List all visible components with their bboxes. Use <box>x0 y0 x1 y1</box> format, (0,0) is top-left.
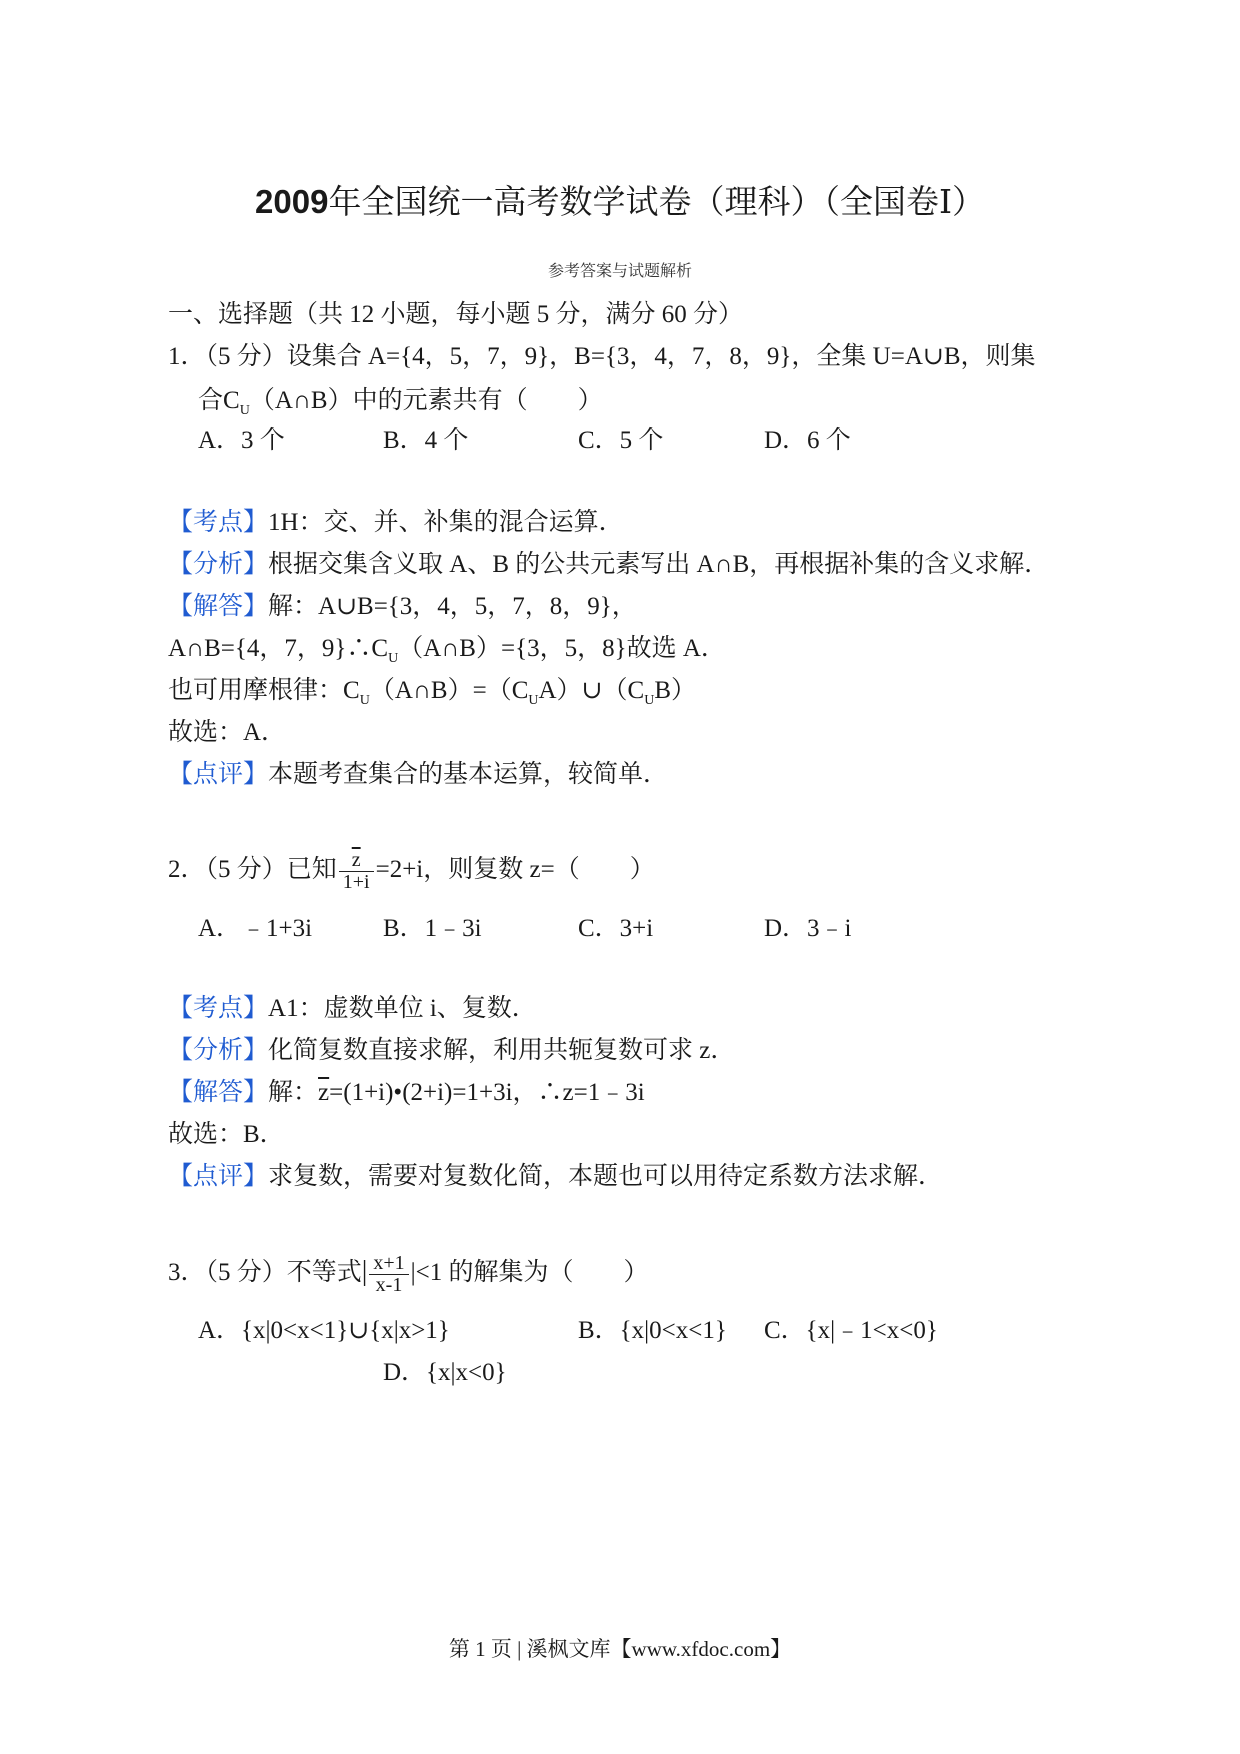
q1-option-c: C．5 个 <box>578 427 664 454</box>
q2-jieda: 【解答】解：$\overline{z}=(1+i)•(2+i)=1+3i$，∴z=1﹣3i <box>168 1079 645 1106</box>
q1-stem-line2: 合$C_U(A\cap B)$中的元素共有（ ） <box>198 387 603 418</box>
q1-option-b: B．4 个 <box>383 427 469 454</box>
q2-jieda-line2: 故选：B． <box>168 1121 285 1148</box>
page-footer: 第 1 页 | 溪枫文库【www.xfdoc.com】 <box>448 1637 792 1661</box>
q2-option-a: A．﹣1+3i <box>198 915 313 942</box>
q1-stem-line1: 1．（5 分）设集合 A={4，5，7，9}，B={3，4，7，8，9}，全集 U=A∪B，则集 <box>168 343 1036 370</box>
kaodian-tag: 【考点】 <box>168 509 269 536</box>
q3-option-a: A．{x|0<x<1}∪{x|x>1} <box>198 1317 450 1344</box>
q1-kaodian: 【考点】1H：交、并、补集的混合运算． <box>168 509 624 536</box>
jieda-tag: 【解答】 <box>168 593 269 620</box>
section-title: 一、选择题（共 12 小题，每小题 5 分，满分 60 分） <box>168 301 744 328</box>
q1-dianping: 【点评】本题考查集合的基本运算，较简单． <box>168 761 669 788</box>
title-text: 年全国统一高考数学试卷（理科）（全国卷Ⅰ） <box>328 185 985 221</box>
q1-option-a: A．3 个 <box>198 427 285 454</box>
q3-fraction: $\frac{x+1}{x-1}$ <box>369 1253 408 1296</box>
q3-option-b: B．{x|0<x<1} <box>578 1317 727 1344</box>
q3-option-d: D．{x|x<0} <box>383 1359 507 1386</box>
q2-fraction: $\frac{\overline{z}}{1+i}$ <box>339 850 374 893</box>
q1-jieda-line1: 【解答】解：A∪B={3，4，5，7，8，9}， <box>168 593 637 620</box>
q1-jieda-line2: A∩B={4，7，$9\}\therefore C_U(A\cap B)=\{3$，5，8}故选 A． <box>168 635 726 666</box>
q2-stem: 2．（5 分）已知 $\frac{\overline{z}}{1+i}$ =2+i，则复数 z=（ ） <box>168 848 655 893</box>
fenxi-tag: 【分析】 <box>168 551 269 578</box>
q3-option-c: C．{x|﹣1<x<0} <box>764 1317 938 1344</box>
q2-option-d: D．3﹣i <box>764 915 852 942</box>
q1-jieda-line3: 也可用摩根律：$C_U(A\cap B)=(C_UA)\cup(C_UB)$ <box>168 677 696 708</box>
q1-option-d: D．6 个 <box>764 427 851 454</box>
q2-kaodian: 【考点】A1：虚数单位 i、复数． <box>168 995 537 1022</box>
q1-fenxi: 【分析】根据交集含义取 A、B 的公共元素写出 A∩B，再根据补集的含义求解． <box>168 551 1050 578</box>
dianping-tag: 【点评】 <box>168 761 269 788</box>
q2-option-c: C．3+i <box>578 915 654 942</box>
q1-jieda-line4: 故选：A． <box>168 719 287 746</box>
q2-dianping: 【点评】求复数，需要对复数化简，本题也可以用待定系数方法求解． <box>168 1163 944 1190</box>
page-subtitle: 参考答案与试题解析 <box>547 263 692 280</box>
q2-option-b: B．1﹣3i <box>383 915 482 942</box>
q2-fenxi: 【分析】化简复数直接求解，利用共轭复数可求 z． <box>168 1037 736 1064</box>
q3-stem: 3．（5 分）不等式| $\frac{x+1}{x-1}$ |<1 的解集为（ ） <box>168 1251 649 1296</box>
page-title <box>0 176 1240 223</box>
title-year: 2009 <box>255 183 329 220</box>
